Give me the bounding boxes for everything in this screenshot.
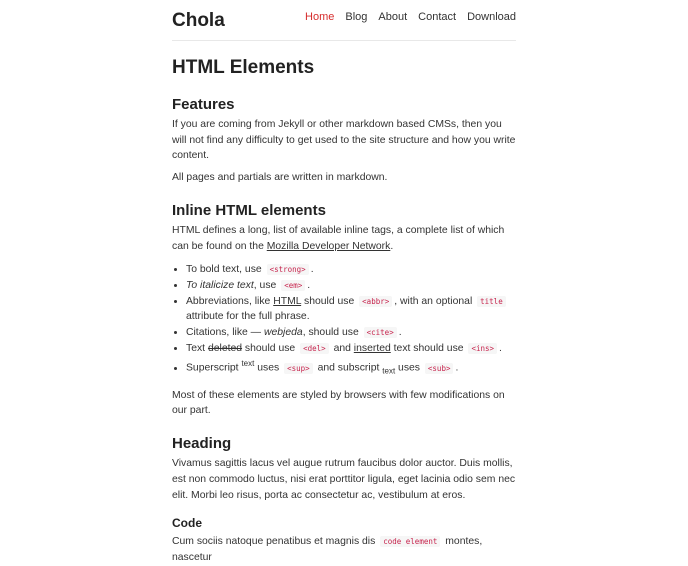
cite-prefix: Citations, like —	[186, 327, 264, 339]
bold-suffix: .	[310, 264, 314, 276]
code-abbr: <abbr>	[359, 296, 392, 307]
sup-prefix: Superscript	[186, 362, 242, 374]
code-element: code element	[380, 536, 440, 547]
features-paragraph-1: If you are coming from Jekyll or other markdown based CMSs, then you will not find any difficulty to get used to the site structure and how you write content.	[172, 119, 516, 162]
ins-word: inserted	[353, 342, 391, 354]
nav-blog[interactable]: Blog	[345, 11, 368, 23]
nav-download[interactable]: Download	[467, 11, 516, 23]
code-sub: <sub>	[425, 363, 454, 374]
code-del: <del>	[300, 343, 329, 354]
abbr-suffix: attribute for the full phrase.	[186, 311, 310, 323]
list-item-sup-sub	[186, 356, 516, 379]
sup-mid: uses	[254, 362, 280, 374]
abbr-html[interactable]: HTML	[273, 295, 302, 307]
sub-suffix: .	[455, 362, 459, 374]
ins-mid2: text should use	[390, 342, 464, 354]
ins-mid1: and	[333, 342, 354, 354]
features-heading: Features	[172, 96, 235, 113]
code-title: title	[477, 296, 506, 307]
list-item-cite	[186, 325, 516, 341]
code-ins: <ins>	[468, 343, 497, 354]
inline-outro: Most of these elements are styled by browsers with few modifications on our part.	[172, 389, 505, 417]
sub-mid2: uses	[395, 362, 421, 374]
italic-suffix: .	[307, 279, 311, 291]
cite-word: webjeda	[263, 327, 303, 339]
inline-heading: Inline HTML elements	[172, 201, 326, 219]
del-word: deleted	[207, 342, 243, 354]
inline-intro-text: HTML defines a long, list of available inline tags, a complete list of which can be found on the	[172, 224, 505, 252]
del-prefix: Text	[186, 342, 208, 354]
heading-section-title: Heading	[172, 435, 232, 453]
main-nav	[294, 10, 516, 24]
abbr-mid: should use	[301, 295, 355, 307]
ins-suffix: .	[499, 342, 502, 354]
sub-word: text	[382, 366, 396, 376]
italic-mid: , use	[253, 279, 277, 291]
code-section-title: Code	[172, 516, 202, 531]
nav-contact[interactable]: Contact	[418, 11, 457, 23]
page-title: HTML Elements	[172, 57, 315, 78]
code-sup: <sup>	[284, 363, 313, 374]
sub-mid1: and subscript	[317, 362, 383, 374]
inline-intro	[172, 223, 516, 254]
nav-about[interactable]: About	[378, 11, 408, 23]
italic-text: To italicize text	[186, 279, 254, 291]
site-header	[172, 0, 516, 41]
code-paragraph-suffix: montes, nascetur	[172, 536, 483, 563]
inline-elements-list	[172, 262, 516, 379]
inline-intro-suffix: .	[390, 240, 394, 252]
list-item-abbr	[186, 294, 516, 325]
bold-text: To bold text, use	[186, 264, 262, 276]
abbr-mid2: , with an optional	[394, 295, 473, 307]
list-item-italic	[186, 278, 516, 294]
features-paragraph-2: All pages and partials are written in markdown.	[172, 172, 388, 184]
code-cite: <cite>	[364, 327, 397, 338]
mdn-link[interactable]: Mozilla Developer Network	[266, 240, 391, 252]
cite-mid: , should use	[302, 327, 359, 339]
list-item-del-ins	[186, 341, 516, 357]
code-paragraph	[172, 534, 516, 565]
nav-home[interactable]: Home	[305, 11, 335, 23]
code-strong: <strong>	[267, 264, 309, 275]
page-container	[172, 0, 516, 566]
code-paragraph-prefix: Cum sociis natoque penatibus et magnis dis	[172, 536, 376, 548]
del-mid: should use	[242, 342, 296, 354]
code-em: <em>	[281, 280, 305, 291]
sup-word: text	[241, 359, 255, 369]
list-item-bold	[186, 262, 516, 278]
heading-paragraph: Vivamus sagittis lacus vel augue rutrum faucibus dolor auctor. Duis mollis, est non commodo luctus, nisi erat porttitor ligula, eget lacinia odio sem nec elit. Morbi leo risus, porta ac consectetur ac, vestibulum at eros.	[172, 458, 516, 501]
site-title[interactable]: Chola	[172, 10, 225, 31]
cite-suffix: .	[398, 327, 402, 339]
abbr-prefix: Abbreviations, like	[186, 295, 274, 307]
